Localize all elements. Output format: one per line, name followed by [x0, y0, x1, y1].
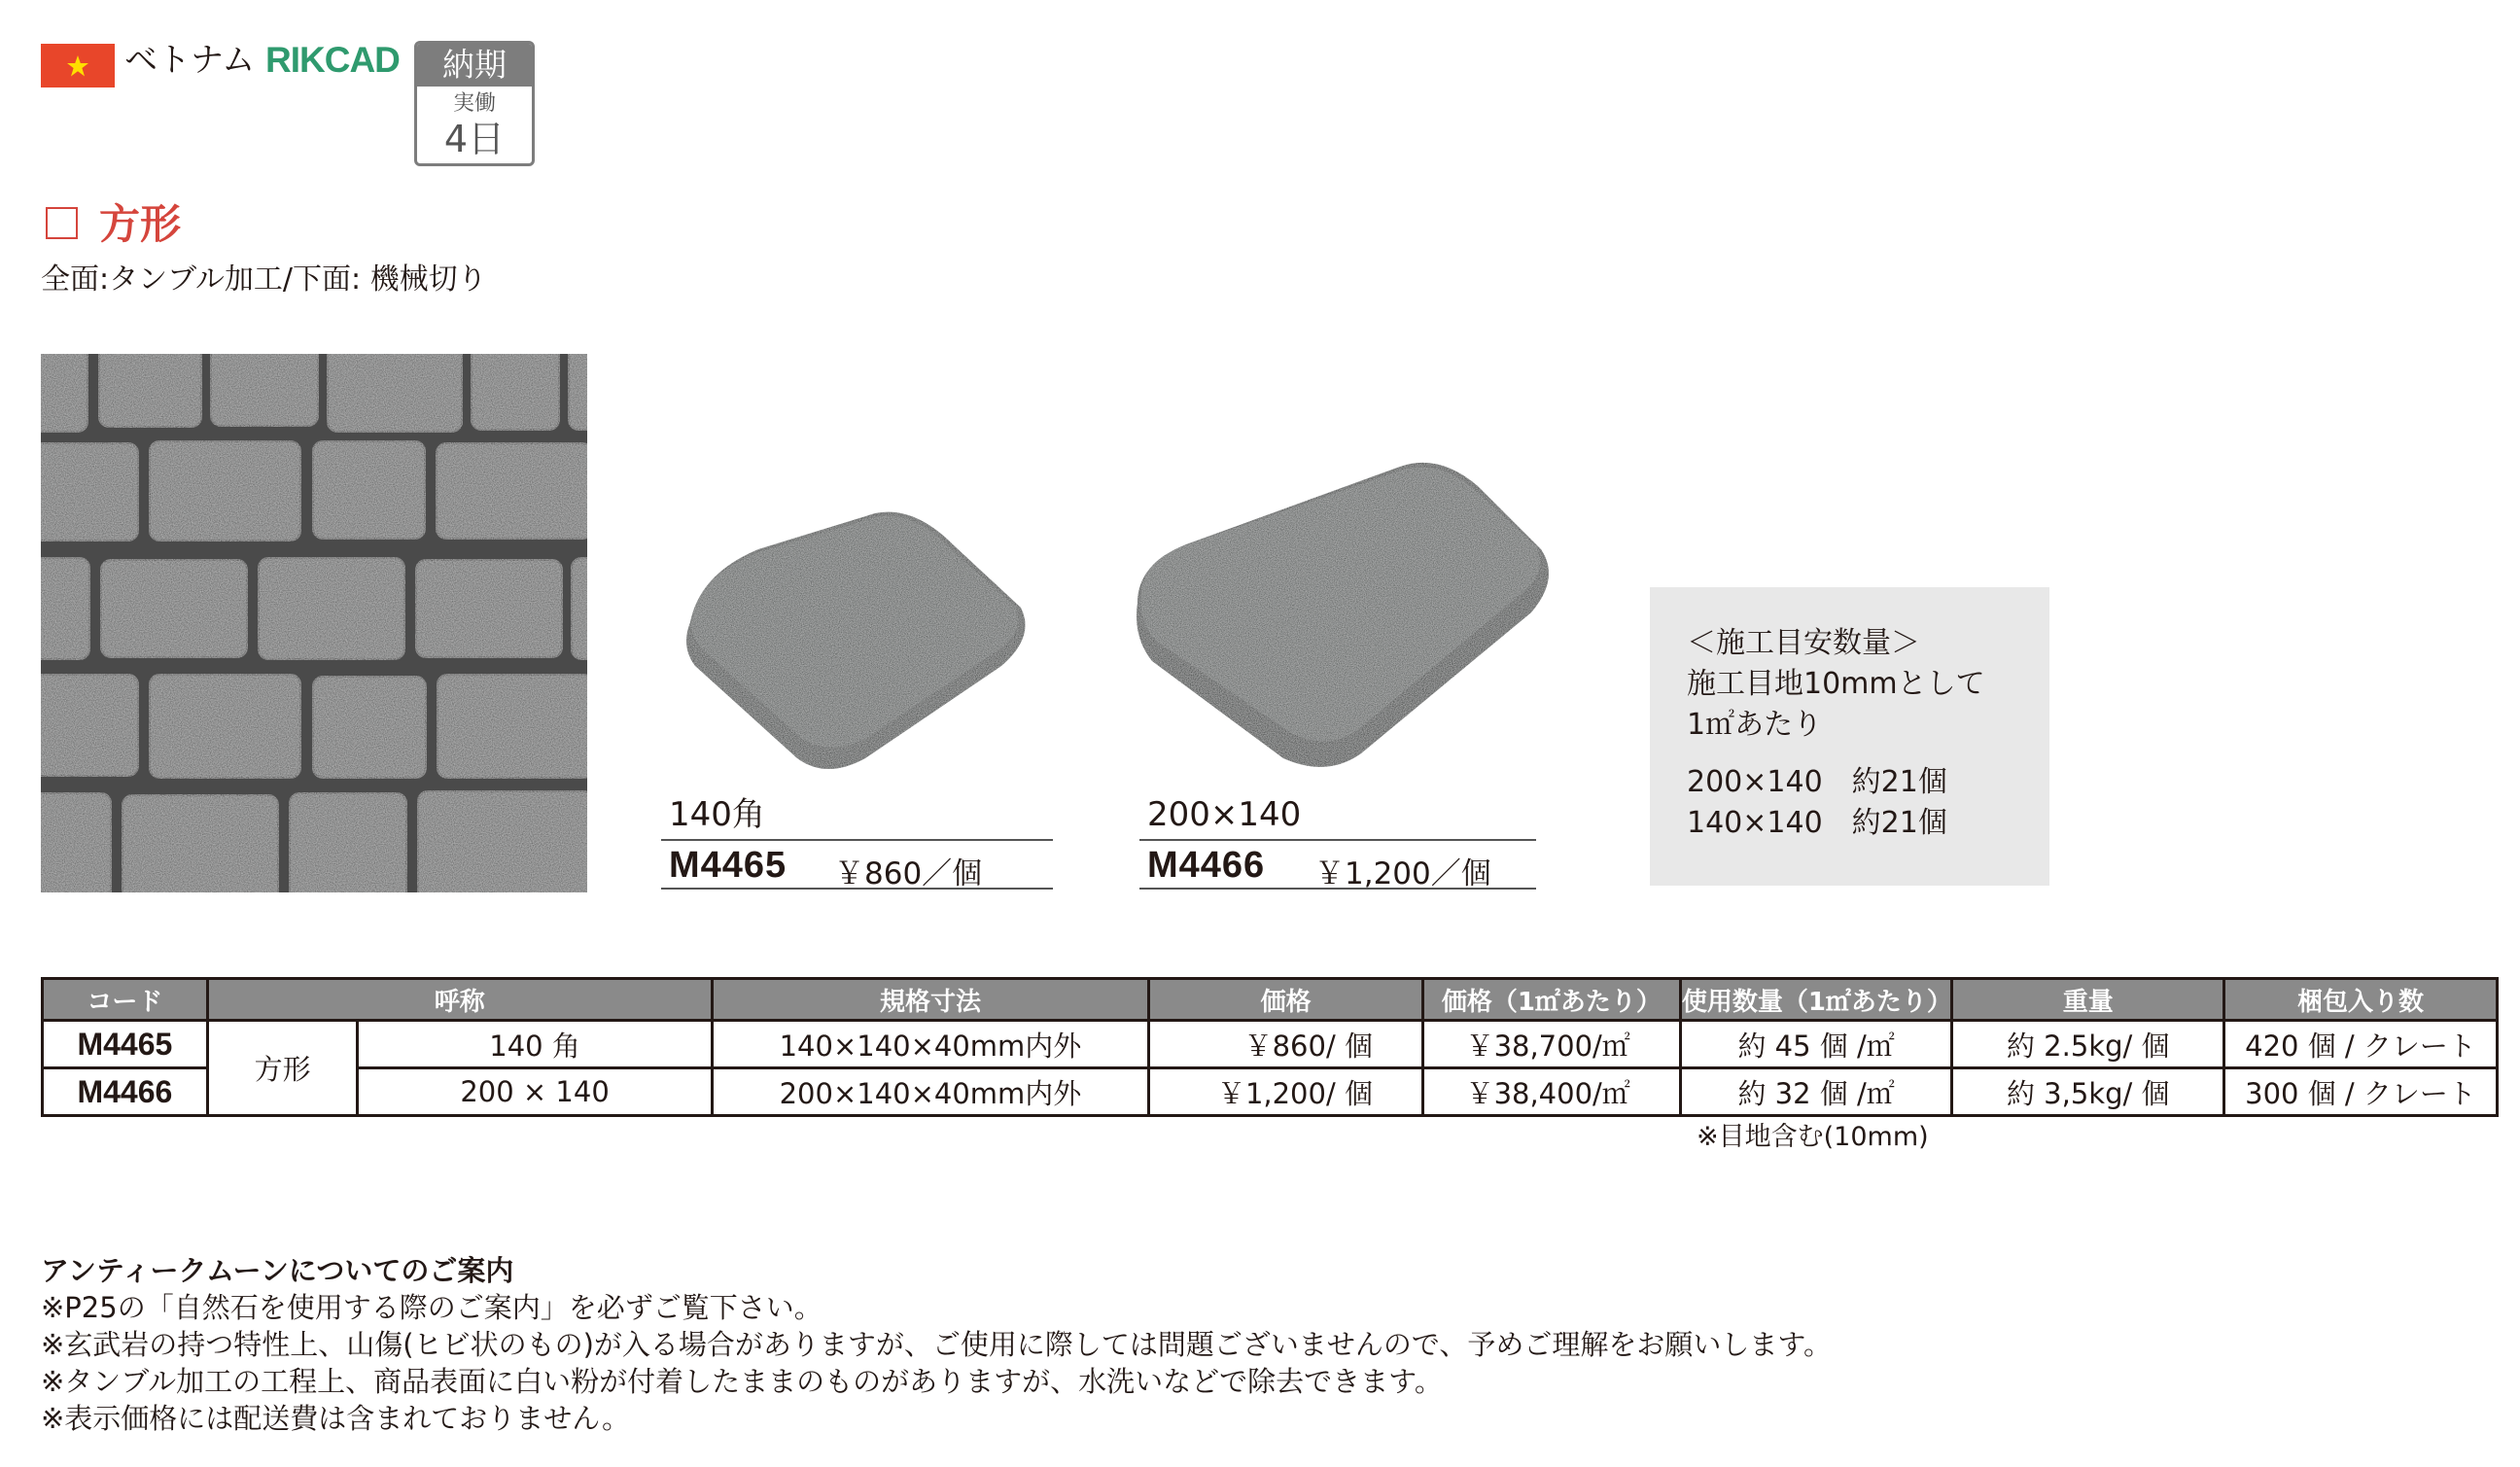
header-name: 呼称	[207, 979, 712, 1021]
delivery-days: 4日	[443, 118, 506, 160]
notes-section	[41, 1252, 1832, 1437]
info-row-2: 140×140 約21個	[1687, 806, 1947, 840]
note-item: ※玄武岩の持つ特性上、山傷(ヒビ状のもの)が入る場合がありますが、ご使用に際しては問題ございませんので、予めご理解をお願いします。	[41, 1328, 1833, 1361]
cell-name: 200 × 140	[358, 1068, 712, 1116]
cell-pack: 420 個 / クレート	[2224, 1021, 2498, 1068]
spec-table	[41, 977, 2499, 1117]
cell-code: M4465	[43, 1021, 208, 1068]
cell-weight: 約 2.5kg/ 個	[1952, 1021, 2224, 1068]
header-weight: 重量	[1952, 979, 2224, 1021]
header-pack: 梱包入り数	[2224, 979, 2498, 1021]
section-marker	[46, 207, 78, 239]
cell-price: ￥1,200/ 個	[1149, 1068, 1423, 1116]
header-price: 価格	[1149, 979, 1423, 1021]
info-line-3: 1㎡あたり	[1687, 708, 1823, 742]
info-row-1: 200×140 約21個	[1687, 765, 1947, 799]
cell-size: 200×140×40mm内外	[712, 1068, 1149, 1116]
product-code-line-1	[661, 839, 1053, 890]
stone-140-square-image	[671, 506, 1040, 791]
paving-installation-photo	[41, 354, 587, 892]
delivery-sub: 実働	[452, 91, 496, 116]
product-price-1: ￥860／個	[834, 856, 983, 891]
table-row	[43, 1068, 2498, 1116]
cell-qty: 約 45 個 /㎡	[1680, 1021, 1952, 1068]
product-size-label-2: 200×140	[1147, 795, 1302, 834]
delivery-label: 納期	[417, 44, 532, 87]
info-line-2: 施工目地10mmとして	[1687, 667, 1985, 701]
delivery-badge	[414, 41, 535, 166]
product-code-1: M4465	[669, 845, 788, 886]
product-size-label-1: 140角	[669, 795, 765, 834]
header-price-m2: 価格（1㎡あたり）	[1422, 979, 1680, 1021]
cell-name: 140 角	[358, 1021, 712, 1068]
vietnam-flag-icon	[41, 44, 115, 87]
table-header-row	[43, 979, 2498, 1021]
cell-code: M4466	[43, 1068, 208, 1116]
product-price-2: ￥1,200／個	[1314, 856, 1491, 891]
brand-label: RIKCAD	[265, 40, 400, 80]
note-item: ※表示価格には配送費は含まれておりません。	[41, 1402, 631, 1435]
cell-weight: 約 3,5kg/ 個	[1952, 1068, 2224, 1116]
table-row	[43, 1021, 2498, 1068]
country-label: ベトナム	[124, 41, 256, 80]
section-title: 方形	[99, 200, 182, 248]
notes-heading: アンティークムーンについてのご案内	[41, 1254, 514, 1287]
finish-description: 全面:タンブル加工/下面: 機械切り	[41, 262, 487, 297]
cell-price: ￥860/ 個	[1149, 1021, 1423, 1068]
cell-size: 140×140×40mm内外	[712, 1021, 1149, 1068]
cell-qty: 約 32 個 /㎡	[1680, 1068, 1952, 1116]
cell-price-m2: ￥38,400/㎡	[1422, 1068, 1680, 1116]
header-size: 規格寸法	[712, 979, 1149, 1021]
stone-200x140-image	[1128, 457, 1565, 782]
cell-price-m2: ￥38,700/㎡	[1422, 1021, 1680, 1068]
info-line-1: ＜施工目安数量＞	[1687, 626, 1920, 660]
product-code-2: M4466	[1147, 845, 1266, 886]
note-item: ※タンブル加工の工程上、商品表面に白い粉が付着したままのものがありますが、水洗いなどで除去できます。	[41, 1365, 1443, 1398]
table-footnote: ※目地含む(10mm)	[1697, 1122, 1929, 1152]
header-code: コード	[43, 979, 208, 1021]
note-item: ※P25の「自然石を使用する際のご案内」を必ずご覧下さい。	[41, 1291, 822, 1324]
cell-group: 方形	[207, 1021, 358, 1116]
header-qty: 使用数量（1㎡あたり）	[1680, 979, 1952, 1021]
cell-pack: 300 個 / クレート	[2224, 1068, 2498, 1116]
product-code-line-2	[1139, 839, 1536, 890]
installation-quantity-box	[1650, 587, 2049, 886]
